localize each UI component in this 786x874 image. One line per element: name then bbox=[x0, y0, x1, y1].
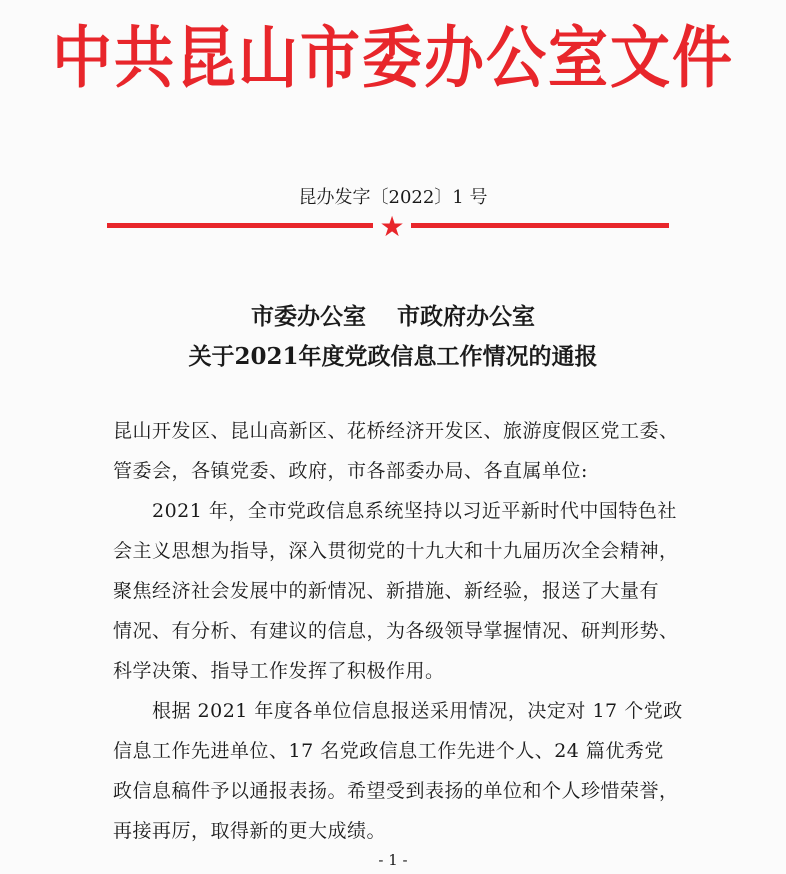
body-line: 情况、有分析、有建议的信息，为各级领导掌握情况、研判形势、 bbox=[113, 620, 679, 642]
red-rule-left bbox=[107, 223, 373, 228]
body-line: 信息工作先进单位、17 名党政信息工作先进个人、24 篇优秀党 bbox=[113, 740, 664, 762]
title-line-2: 关于2021年度党政信息工作情况的通报 bbox=[188, 343, 598, 370]
body-line: 再接再厉，取得新的更大成绩。 bbox=[113, 820, 387, 842]
body-line: 政信息稿件予以通报表扬。希望受到表扬的单位和个人珍惜荣誉， bbox=[113, 780, 679, 802]
title-line-1: 市委办公室 市政府办公室 bbox=[250, 303, 535, 330]
star-icon: ★ bbox=[379, 210, 405, 243]
body-line: 管委会，各镇党委、政府，市各部委办局、各直属单位: bbox=[113, 460, 588, 482]
red-rule-right bbox=[411, 223, 669, 228]
body-line: 科学决策、指导工作发挥了积极作用。 bbox=[113, 660, 445, 682]
body-line: 会主义思想为指导，深入贯彻党的十九大和十九届历次全会精神， bbox=[113, 540, 679, 562]
page-number: - 1 - bbox=[378, 851, 408, 869]
body-line: 2021 年，全市党政信息系统坚持以习近平新时代中国特色社 bbox=[113, 500, 677, 522]
body-line: 聚焦经济社会发展中的新情况、新措施、新经验，报送了大量有 bbox=[113, 580, 660, 602]
masthead: 中共昆山市委办公室文件 bbox=[52, 19, 734, 99]
body-line: 根据 2021 年度各单位信息报送采用情况，决定对 17 个党政 bbox=[113, 700, 683, 722]
document-number: 昆办发字〔2022〕1 号 bbox=[298, 187, 488, 208]
body-line: 昆山开发区、昆山高新区、花桥经济开发区、旅游度假区党工委、 bbox=[113, 420, 679, 442]
